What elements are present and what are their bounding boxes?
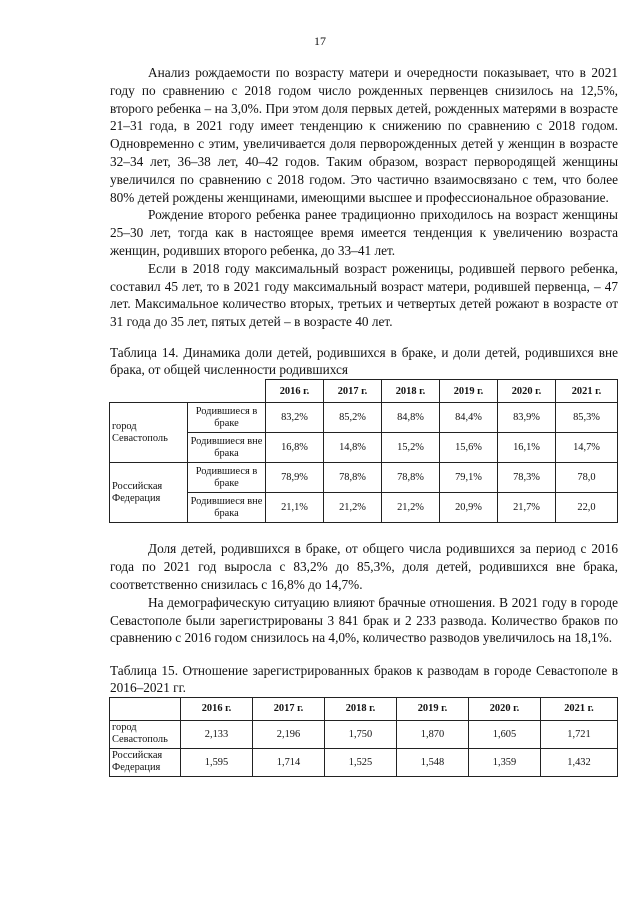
table-cell: 1,525 [325,748,397,776]
table-cell: 85,2% [324,403,382,433]
table-cell: 2,196 [253,720,325,748]
year-header: 2019 г. [440,380,498,403]
region-label: Российская Федерация [110,748,181,776]
table-header-row [110,697,618,720]
paragraph: Анализ рождаемости по возрасту матери и очередности показывает, что в 2021 году по сравнению с 2018 годом число рожденных первенцев снизилось на 12,5%, второго ребенка – на 3,0%. При этом доля первых детей, рожденных матерями в возрасте 21–31 года, в 2021 году имеет тенденцию к снижению по сравнению с 2018 годом. Одновременно с этим, увеличивается доля перворожденных детей у женщин в возрасте 32–34 лет, 36–38 лет, 40–42 годов. Таким образом, возраст первородящей женщины увеличился по сравнению с 2018 годом. Это частично взаимосвязано с тем, что более 80% детей рождены женщинами, имеющими высшее и профессиональное образование. [110,65,618,205]
table-cell: 21,2% [324,493,382,523]
table-cell: 21,1% [266,493,324,523]
table-cell: 78,3% [498,463,556,493]
table-cell: 83,2% [266,403,324,433]
year-header: 2018 г. [325,697,397,720]
table-cell: 1,605 [469,720,541,748]
table-cell: 1,750 [325,720,397,748]
year-header: 2017 г. [253,697,325,720]
row-label: Родившиеся в браке [188,463,266,493]
row-label: Родившиеся вне брака [188,493,266,523]
table-15 [109,697,618,777]
year-header: 2016 г. [181,697,253,720]
year-header: 2021 г. [541,697,618,720]
table-header-row [110,380,618,403]
table-cell: 21,2% [382,493,440,523]
paragraph: Доля детей, родившихся в браке, от общего числа родившихся за период с 2016 года по 2021 год выросла с 83,2% до 85,3%, доля детей, родившихся вне брака, соответственно снизилась с 16,8% до 14,7%. [110,541,618,592]
year-header: 2019 г. [397,697,469,720]
table-15-caption: Таблица 15. Отношение зарегистрированных браков к разводам в городе Севастополе в 2016–2021 гг. [110,663,618,696]
table-row [110,720,618,748]
table-cell: 22,0 [556,493,618,523]
page-number: 17 [314,34,326,48]
table-cell: 84,8% [382,403,440,433]
table-row [110,748,618,776]
intro-text [110,64,618,331]
table-14 [109,379,618,523]
table-cell: 15,2% [382,433,440,463]
table-cell: 15,6% [440,433,498,463]
table-cell: 16,1% [498,433,556,463]
table-cell: 84,4% [440,403,498,433]
year-header: 2018 г. [382,380,440,403]
table-cell: 1,870 [397,720,469,748]
table-cell: 1,359 [469,748,541,776]
table-cell: 78,9% [266,463,324,493]
table-14-caption: Таблица 14. Динамика доли детей, родившихся в браке, и доли детей, родившихся вне брака, от общей численности родившихся [110,344,618,378]
region-label: город Севастополь [110,720,181,748]
table-cell: 1,548 [397,748,469,776]
table-cell: 78,0 [556,463,618,493]
table-cell: 79,1% [440,463,498,493]
table-cell: 83,9% [498,403,556,433]
table-cell: 20,9% [440,493,498,523]
table-row [110,463,618,493]
table-cell: 14,8% [324,433,382,463]
region-label: Российская Федерация [110,463,188,523]
paragraph: Если в 2018 году максимальный возраст роженицы, родившей первого ребенка, составил 45 лет, то в 2021 году максимальный возраст матери, родившей первенца, – 47 лет. Максимальное количество вторых, третьих и четвертых детей рожают в возрасте от 31 года до 35 лет, пятых детей – в возрасте 40 лет. [110,260,618,330]
table-cell: 1,721 [541,720,618,748]
region-label: город Севастополь [110,403,188,463]
year-header: 2020 г. [498,380,556,403]
table-cell: 78,8% [382,463,440,493]
table-cell: 1,432 [541,748,618,776]
page-content [110,64,618,777]
table-cell: 85,3% [556,403,618,433]
year-header: 2017 г. [324,380,382,403]
table-cell: 1,595 [181,748,253,776]
middle-text [110,540,618,647]
table-cell: 14,7% [556,433,618,463]
table-cell: 78,8% [324,463,382,493]
year-header: 2021 г. [556,380,618,403]
table-row [110,403,618,433]
table-cell: 1,714 [253,748,325,776]
row-label: Родившиеся в браке [188,403,266,433]
row-label: Родившиеся вне брака [188,433,266,463]
table-cell: 2,133 [181,720,253,748]
year-header: 2016 г. [266,380,324,403]
table-cell: 21,7% [498,493,556,523]
table-cell: 16,8% [266,433,324,463]
paragraph: Рождение второго ребенка ранее традиционно приходилось на возраст женщины 25–30 лет, тогда как в настоящее время имеется тенденция к увеличению возраста женщин, родивших второго ребенка, до 33–41 лет. [110,207,618,258]
paragraph: На демографическую ситуацию влияют брачные отношения. В 2021 году в городе Севастополе были зарегистрированы 3 841 брак и 2 233 развода. Количество браков по сравнению с 2016 годом снизилось на 4,0%, количество разводов увеличилось на 18,1%. [110,594,618,646]
year-header: 2020 г. [469,697,541,720]
